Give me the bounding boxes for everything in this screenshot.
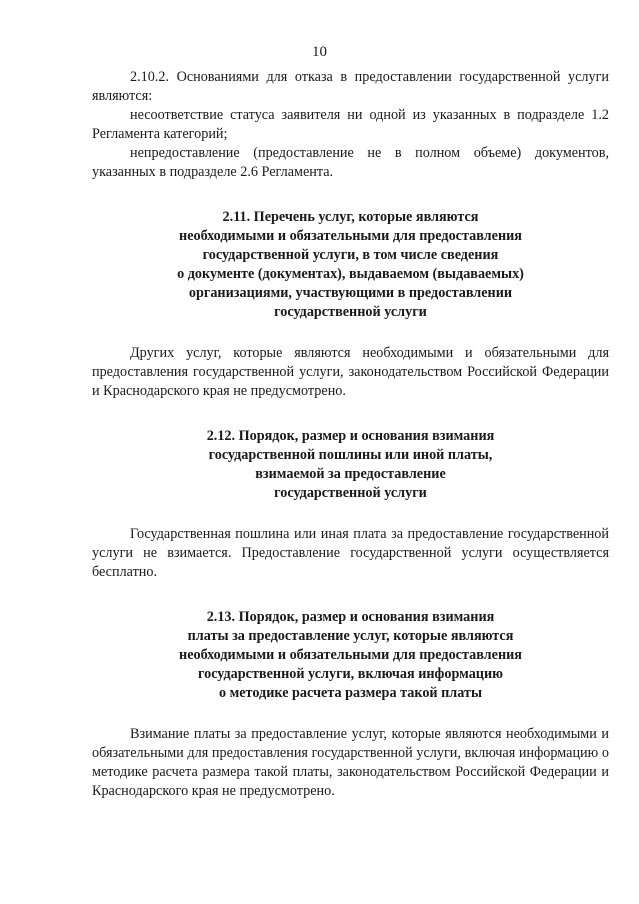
heading-line: о методике расчета размера такой платы [218, 685, 483, 701]
heading-line: государственной пошлины или иной платы, [208, 447, 493, 463]
section-2-12-body: Государственная пошлина или иная плата за предоставление государственной услуги не взимается. Предоставление государственной услуги осуществляется бесплатно. [92, 526, 609, 580]
heading-line: 2.12. Порядок, размер и основания взимания [206, 428, 495, 444]
heading-line: необходимыми и обязательными для предоставления [179, 228, 522, 244]
paragraph-2-10-2-intro: 2.10.2. Основаниями для отказа в предоставлении государственной услуги являются: [92, 69, 609, 104]
heading-line: взимаемой за предоставление [255, 466, 446, 482]
section-2-11-heading [92, 208, 609, 322]
heading-line: необходимыми и обязательными для предоставления [179, 647, 522, 663]
heading-line: государственной услуги [274, 485, 427, 501]
heading-line: государственной услуги, в том числе сведения [202, 247, 499, 263]
heading-line: 2.13. Порядок, размер и основания взимания [206, 609, 495, 625]
heading-line: о документе (документах), выдаваемом (выдаваемых) [177, 266, 524, 282]
document-content [92, 68, 609, 801]
paragraph-2-10-2-item-1: несоответствие статуса заявителя ни одной из указанных в подразделе 1.2 Регламента категорий; [92, 107, 609, 142]
paragraph-2-10-2-item-2: непредоставление (предоставление не в полном объеме) документов, указанных в подразделе 2.6 Регламента. [92, 145, 609, 180]
section-2-12-heading [92, 427, 609, 503]
heading-line: государственной услуги, включая информацию [198, 666, 503, 682]
section-2-11-body: Других услуг, которые являются необходимыми и обязательными для предоставления государственной услуги, законодательством Российской Федерации и Краснодарского края не предусмотрено. [92, 345, 609, 399]
section-2-13-heading [92, 608, 609, 703]
section-2-13-body: Взимание платы за предоставление услуг, которые являются необходимыми и обязательными для предоставления государственной услуги, включая информацию о методике расчета размера такой платы, законодательством Российской Федерации и Краснодарского края не предусмотрено. [92, 726, 609, 799]
heading-line: платы за предоставление услуг, которые являются [187, 628, 514, 644]
heading-line: государственной услуги [274, 304, 427, 320]
heading-line: организациями, участвующими в предоставлении [188, 285, 513, 301]
page-number: 10 [312, 44, 327, 60]
heading-line: 2.11. Перечень услуг, которые являются [222, 209, 479, 225]
